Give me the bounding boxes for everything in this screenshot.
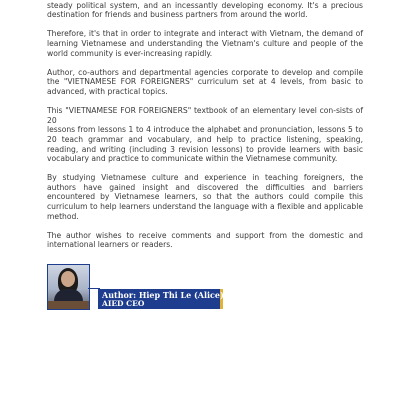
author-signature-block <box>47 264 225 310</box>
paragraph-demand: Therefore, it's that in order to integrate and interact with Vietnam, the demand of learning Vietnamese and understanding the Vietnam's culture and people of the world community is ever-increasing rapidly. <box>47 29 363 58</box>
paragraph-feedback: The author wishes to receive comments and support from the domestic and international learners or readers. <box>47 230 363 250</box>
author-role: AIED CEO <box>102 299 145 308</box>
author-name: Author: Hiep Thi Le (Alice) <box>102 290 224 300</box>
author-photo <box>47 264 90 310</box>
paragraph-intro: steady political system, and an incessantly developing economy. It's a precious destination for friends and business partners from around the world. <box>47 0 363 20</box>
paragraph-experience: By studying Vietnamese culture and experience in teaching foreigners, the authors have gained insight and discovered the difficulties and barriers encountered by Vietnamese learners, so that the authors could compile this curriculum to help learners understand the language with a flexible and applicable method. <box>47 173 363 221</box>
body-text <box>47 0 363 260</box>
paragraph-curriculum: Author, co-authors and departmental agencies corporate to develop and compile the "VIETNAMESE FOR FOREIGNERS" curriculum set at 4 levels, from basic to advanced, with practical topics. <box>47 67 363 96</box>
paragraph-textbook: This "VIETNAMESE FOR FOREIGNERS" textbook of an elementary level con-sists of 20 lessons from lessons 1 to 4 introduce the alphabet and pronunciation, lessons 5 to 20 teach grammar and vocabulary, and help to practice listening, speaking, reading, and writing (including 3 revision lessons) to provide learners with basic vocabulary and practice to communicate within the Vietnamese community. <box>47 106 363 164</box>
author-caption <box>98 289 223 309</box>
